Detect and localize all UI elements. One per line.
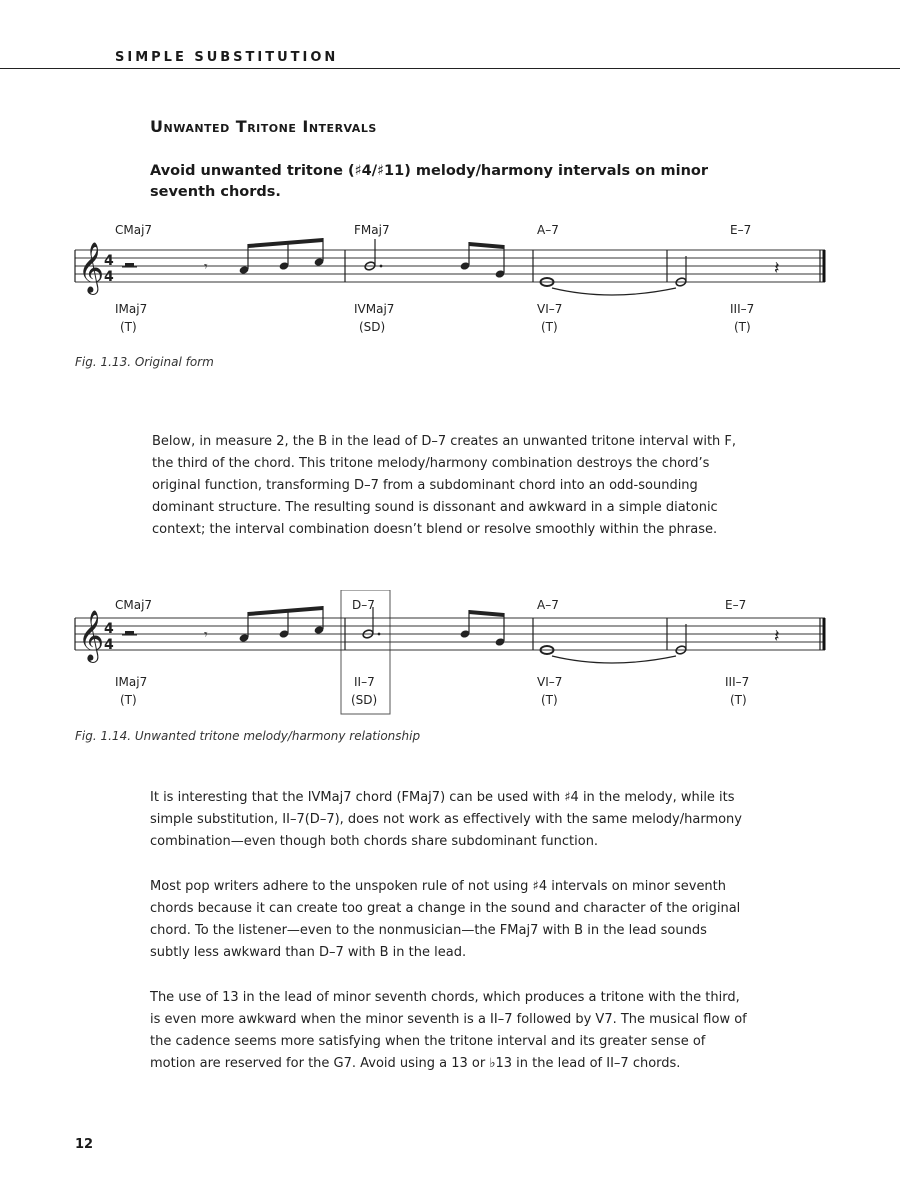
staff-lines — [75, 250, 825, 282]
roman-numeral: IMaj7 — [115, 302, 148, 316]
roman-numeral: III–7 — [730, 302, 755, 316]
chord-symbol: E–7 — [730, 223, 752, 237]
function-label: (T) — [541, 693, 558, 707]
time-signature-top: 4 — [104, 253, 114, 269]
running-head: SIMPLE SUBSTITUTION — [115, 50, 339, 65]
header-rule — [0, 68, 900, 69]
beamed-eighth-notes — [460, 242, 506, 279]
function-label: (SD) — [359, 320, 386, 334]
treble-clef-icon: 𝄞 — [78, 610, 105, 661]
section-title: Unwanted Tritone Intervals — [150, 117, 377, 136]
tie — [552, 656, 676, 663]
chord-symbol: E–7 — [725, 598, 747, 612]
roman-numeral: VI–7 — [537, 675, 563, 689]
function-label: (T) — [730, 693, 747, 707]
figure-1-14-caption: Fig. 1.14. Unwanted tritone melody/harmony relationship — [75, 729, 421, 743]
beamed-eighth-notes — [460, 610, 506, 647]
page-number: 12 — [75, 1137, 94, 1152]
function-label: (T) — [734, 320, 751, 334]
half-rest-icon — [125, 263, 134, 267]
tie — [552, 288, 676, 295]
eighth-rest-icon: 𝄾 — [204, 627, 208, 643]
function-label: (SD) — [351, 693, 378, 707]
function-label: (T) — [541, 320, 558, 334]
figure-1-13-caption: Fig. 1.13. Original form — [75, 355, 214, 369]
roman-numeral: VI–7 — [537, 302, 563, 316]
roman-numeral: II–7 — [354, 675, 375, 689]
half-rest-icon — [125, 631, 134, 635]
function-label: (T) — [120, 693, 137, 707]
rule-statement: Avoid unwanted tritone (♯4/♯11) melody/harmony intervals on minor seventh chords. — [150, 163, 709, 200]
chord-symbol: FMaj7 — [354, 223, 390, 237]
staff-lines — [75, 618, 825, 650]
intro-paragraph: Below, in measure 2, the B in the lead of D–7 creates an unwanted tritone interval with F, the third of the chord. This tritone melody/harmony combination destroys the chord’s original function, transforming D–7 from a subdominant chord into an odd-sounding dominant structure. The resulting sound is dissonant and awkward in a simple diatonic context; the interval combination doesn’t blend or resolve smoothly within the phrase. — [152, 434, 737, 537]
time-signature-bottom: 4 — [104, 637, 114, 653]
chord-symbol: CMaj7 — [115, 223, 153, 237]
beamed-eighth-notes — [239, 606, 325, 643]
body-paragraph: The use of 13 in the lead of minor seventh chords, which produces a tritone with the third, is even more awkward when the minor seventh is a II–7 followed by V7. The musical flow of the cadence seems more satisfying when the tritone interval and its greater sense of motion are reserved for the G7. Avoid using a 13 or ♭13 in the lead of II–7 chords. — [150, 990, 747, 1071]
roman-numeral: III–7 — [725, 675, 750, 689]
quarter-rest-icon: 𝄽 — [774, 258, 780, 279]
roman-numeral: IMaj7 — [115, 675, 148, 689]
chord-symbol: A–7 — [537, 598, 559, 612]
quarter-rest-icon: 𝄽 — [774, 626, 780, 647]
function-label: (T) — [120, 320, 137, 334]
figure-1-13-notation — [0, 220, 900, 340]
time-signature-bottom: 4 — [104, 269, 114, 285]
figure-1-14-notation — [0, 590, 900, 720]
treble-clef-icon: 𝄞 — [78, 242, 105, 293]
eighth-rest-icon: 𝄾 — [204, 259, 208, 275]
time-signature-top: 4 — [104, 621, 114, 637]
chord-symbol: CMaj7 — [115, 598, 153, 612]
chord-symbol: D–7 — [352, 598, 375, 612]
body-paragraph: It is interesting that the IVMaj7 chord (FMaj7) can be used with ♯4 in the melody, while its simple substitution, II–7(D–7), does not work as effectively with the same melody/harmony combination—even though both chords share subdominant function. — [150, 790, 742, 849]
chord-symbol: A–7 — [537, 223, 559, 237]
body-paragraph: Most pop writers adhere to the unspoken rule of not using ♯4 intervals on minor seventh chords because it can create too great a change in the sound and character of the original chord. To the listener—even to the nonmusician—the FMaj7 with B in the lead sounds subtly less awkward than D–7 with B in the lead. — [150, 879, 741, 960]
roman-numeral: IVMaj7 — [354, 302, 395, 316]
beamed-eighth-notes — [239, 238, 325, 275]
